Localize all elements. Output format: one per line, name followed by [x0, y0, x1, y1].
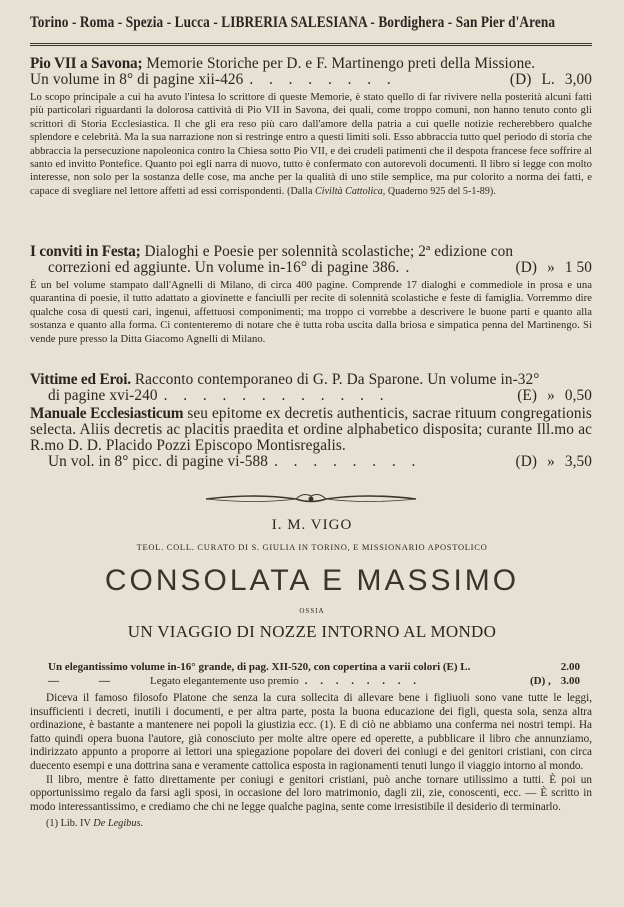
entry-price-row — [30, 454, 592, 470]
header-city: Bordighera — [378, 14, 445, 31]
entry-format: di pagine xvi-240 — [48, 387, 158, 404]
entry-title-block — [30, 372, 592, 388]
offer-code: (D) , — [529, 675, 551, 687]
entry-currency: » — [547, 453, 555, 470]
entry-format: Un vol. in 8° picc. di pagine vi-588 — [48, 453, 269, 470]
offer-text: Legato elegantemente uso premio — [150, 675, 299, 687]
entry-review: È un bel volume stampato dall'Agnelli di Milano, di circa 400 pagine. Comprende 17 dialoghi e commediole in prosa e una quarantina di poesie, il tutto adattato a giovinette e fanciulli per recite di solennità scolastiche e feste di famiglia. Vorremmo dire qualche cosa di questi cari, ingenui, affettuosi componimenti; ma troppo ci vorrebbe a descrivere le buone parti e quanto alla sostanza e quanto alla forma. Ci contenteremo di notare che è tutta roba uscita dalla briosa e simpatica penna del Martinengo. Si vende pure presso la Ditta Giacomo Agnelli di Milano. — [30, 280, 592, 345]
header-city: Spezia — [125, 14, 164, 31]
header-city: Torino — [30, 14, 69, 31]
entry-review: Lo scopo principale a cui ha avuto l'intesa lo scrittore di queste Memorie, è stato quello di far rivivere nella posterità alcuni fatti più particolari riguardanti la dolorosa cattività di Pio VII in Savona, dei quali, come troppo comuni, non hanno tenuto conto gli scrittori di Storia Ecclesiastica. Il che gli era reso più caro dall'amore della patria a cui quelle notizie recherebbero qualche splendore e celebrità. Ma la sua narrazione non si restringe entro a questi limiti soli. Esso abbraccia tutto quel periodo di storia che abbraccia la persecuzione napoleonica contro la Chiesa sotto Pio VII, e dei crudeli patimenti che il despota francese fece soffrire al santo ed invitto Pontefice. Quanto poi egli narra di nuovo, tutto è confermato con autorevoli documenti. Il libro si legge con molto interesse, non solo per la sostanza delle cose, ma anche per la qualità di uno stile semplice, ma pur colorito a norma dei fatti, e capace di svegliare nel lettore affetti ad essi corrispondenti. (Dalla Civiltà Cattolica, Quaderno 925 del 5-1-89). — [30, 92, 592, 197]
entry-title-block — [30, 244, 592, 260]
footnote: (1) Lib. IV De Legibus. — [46, 818, 144, 830]
advert-book-title: CONSOLATA E MASSIMO — [104, 564, 520, 597]
book-entry-vittime — [30, 372, 592, 404]
book-entry-manuale — [30, 406, 592, 470]
offer-price: 3.00 — [560, 675, 580, 687]
entry-description-line: Dialoghi e Poesie per solennità scolastiche; 2ª edizione con — [144, 243, 514, 260]
entry-currency: » — [547, 387, 555, 404]
ornament-divider — [196, 490, 426, 508]
entry-title: Vittime ed Eroi. — [30, 371, 131, 388]
header-publisher: LIBRERIA SALESIANA — [221, 14, 367, 31]
offer-price: 2.00 — [560, 661, 580, 673]
paragraph: Diceva il famoso filosofo Platone che senza la cura sollecita di allevare bene i figliuoli sono vane tutte le leggi, insufficienti i decreti, inutili i documenti, e per altra parte, posta la buona educazione dei figli, questa sola, senza altra ordinazione, è bastante a mantenere nei popoli la giustizia ecc. (1). E di ciò ne abbiamo una conferma nei nostri tempi. Ha fatto quindi opera buona l'autore, già conosciuto per molte altre opere ed operette, a pubblicare il libro che annunziamo, indirizzato appunto a proporre ai lettori una spiegazione popolare dei doveri dei coniugi e dei genitori cristiani, con circa duecento esempi e una dottrina sana e veramente cattolica esposta in ragionamenti tenuti lungo il viaggio intorno al mondo. — [30, 692, 592, 772]
entry-price: 1 50 — [564, 259, 592, 276]
offer-row — [48, 660, 580, 674]
book-entry-pio-vii — [30, 56, 592, 198]
leader-dots: . . . . . . . . — [304, 675, 421, 687]
advert-offers — [48, 660, 580, 688]
citation: (Dalla Civiltà Cattolica, Quaderno 925 del 5-1-89). — [287, 185, 496, 197]
entry-code: (D) — [509, 71, 532, 88]
offer-row: — — Legato elegantemente uso premio . . . . . . . . (D) , 3.00 — [48, 675, 580, 687]
header-rule — [30, 43, 592, 46]
header-city: San Pier d'Arena — [455, 14, 556, 31]
entry-price: 0,50 — [564, 387, 592, 404]
entry-title-block — [30, 406, 592, 454]
entry-price-row — [30, 388, 592, 404]
advert-author-title: TEOL. COLL. CURATO DI S. GIULIA IN TORINO, E MISSIONARIO APOSTOLICO — [136, 542, 488, 552]
header-city: Lucca — [174, 14, 210, 31]
advert-book-subtitle: UN VIAGGIO DI NOZZE INTORNO AL MONDO — [127, 622, 497, 641]
entry-format: Un volume in 8° di pagine xii-426 — [30, 71, 244, 88]
advert-ossia: OSSIA — [299, 607, 325, 615]
entry-description-line: seu epitome ex decretis authenticis, sacrae rituum congregationis selecta. Aliis decretis ac placitis praedita et ordine alphabetico disposita; curante Ill.mo ac R.mo D. D. Placido Pozzi Episcopo Montisregalis. — [30, 405, 592, 454]
leader-dots: . — [405, 260, 416, 276]
offer-text: Un elegantissimo volume in-16° grande, di pag. XII-520, con copertina a varii colori (E) L. — [48, 661, 471, 673]
entry-code: (D) — [515, 259, 538, 276]
entry-price-row — [30, 260, 592, 276]
header-city: Roma — [79, 14, 115, 31]
advert-body — [30, 692, 592, 831]
entry-price-row — [30, 72, 592, 88]
entry-format: correzioni ed aggiunte. Un volume in-16° di pagine 386. — [48, 259, 400, 276]
running-header: Torino - Roma - Spezia - Lucca - LIBRERIA SALESIANA - Bordighera - San Pier d'Arena — [30, 14, 556, 31]
entry-code: (D) — [515, 453, 538, 470]
entry-description-line: Memorie Storiche per D. e F. Martinengo preti della Missione. — [146, 55, 536, 72]
entry-description-line: Racconto contemporaneo di G. P. Da Sparone. Un volume in-32° — [134, 371, 540, 388]
leader-dots: . . . . . . . . — [249, 72, 397, 88]
entry-price: 3,00 — [564, 71, 592, 88]
entry-title: I conviti in Festa; — [30, 243, 141, 260]
entry-currency: » — [547, 259, 555, 276]
leader-dots: . . . . . . . . . . . . — [163, 388, 390, 404]
entry-title-block — [30, 56, 592, 72]
advert-author: I. M. VIGO — [271, 517, 353, 533]
entry-price: 3,50 — [564, 453, 592, 470]
entry-title: Pio VII a Savona; — [30, 55, 143, 72]
book-entry-conviti — [30, 244, 592, 346]
entry-title: Manuale Ecclesiasticum — [30, 405, 184, 422]
entry-code: (E) — [517, 387, 538, 404]
paragraph: Il libro, mentre è fatto direttamente per coniugi e genitori cristiani, può anche tornare utilissimo a tutti. È poi un opportunissimo regalo da farsi agli sposi, in occasione del loro matrimonio, dagli zii, zie, conoscenti, ecc. — È scritto in modo interessantissimo, e crediamo che chi ne legge qualche pagina, sente come irresistibile il desiderio di terminarlo. — [30, 773, 592, 813]
leader-dots: . . . . . . . . — [274, 454, 422, 470]
entry-currency: L. — [541, 71, 555, 88]
